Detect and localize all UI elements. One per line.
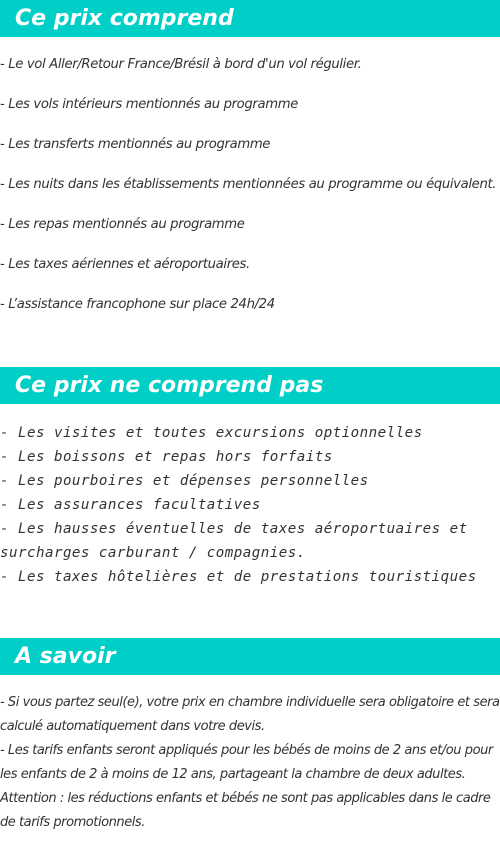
list-item: - Les nuits dans les établissements mentionnées au programme ou équivalent. bbox=[0, 177, 497, 192]
section-header-included bbox=[0, 0, 500, 37]
section-header-excluded bbox=[0, 367, 500, 404]
list-item: - Les assurances facultatives bbox=[0, 497, 261, 513]
list-item: - Les taxes hôtelières et de prestations touristiques bbox=[0, 569, 477, 585]
list-item: - Les transferts mentionnés au programme bbox=[0, 137, 271, 152]
info-text bbox=[0, 691, 500, 835]
info-paragraph: - Si vous partez seul(e), votre prix en chambre individuelle sera obligatoire et sera calculé automatiquement dans votre devis. bbox=[0, 695, 500, 734]
list-item: - Les vols intérieurs mentionnés au programme bbox=[0, 97, 298, 112]
info-paragraph: Attention : les réductions enfants et bébés ne sont pas applicables dans le cadre de tarifs promotionnels. bbox=[0, 791, 491, 830]
list-item: - Les pourboires et dépenses personnelles bbox=[0, 473, 369, 489]
list-item: - Les taxes aériennes et aéroportuaires. bbox=[0, 257, 250, 272]
info-paragraph: - Les tarifs enfants seront appliqués pour les bébés de moins de 2 ans et/ou pour les enfants de 2 à moins de 12 ans, partageant la chambre de deux adultes. bbox=[0, 743, 493, 782]
list-item: - Les boissons et repas hors forfaits bbox=[0, 449, 333, 465]
section-title-excluded: Ce prix ne comprend pas bbox=[15, 373, 324, 398]
section-header-info bbox=[0, 638, 500, 675]
list-item: - Le vol Aller/Retour France/Brésil à bord d'un vol régulier. bbox=[0, 57, 362, 72]
included-list bbox=[0, 55, 500, 335]
excluded-list bbox=[0, 421, 500, 589]
list-item: - Les hausses éventuelles de taxes aéroportuaires et surcharges carburant / compagnies. bbox=[0, 521, 468, 561]
list-item: - Les repas mentionnés au programme bbox=[0, 217, 245, 232]
section-title-included: Ce prix comprend bbox=[15, 6, 234, 31]
list-item: - L’assistance francophone sur place 24h/24 bbox=[0, 297, 275, 312]
list-item: - Les visites et toutes excursions optionnelles bbox=[0, 425, 423, 441]
section-title-info: A savoir bbox=[15, 644, 116, 669]
